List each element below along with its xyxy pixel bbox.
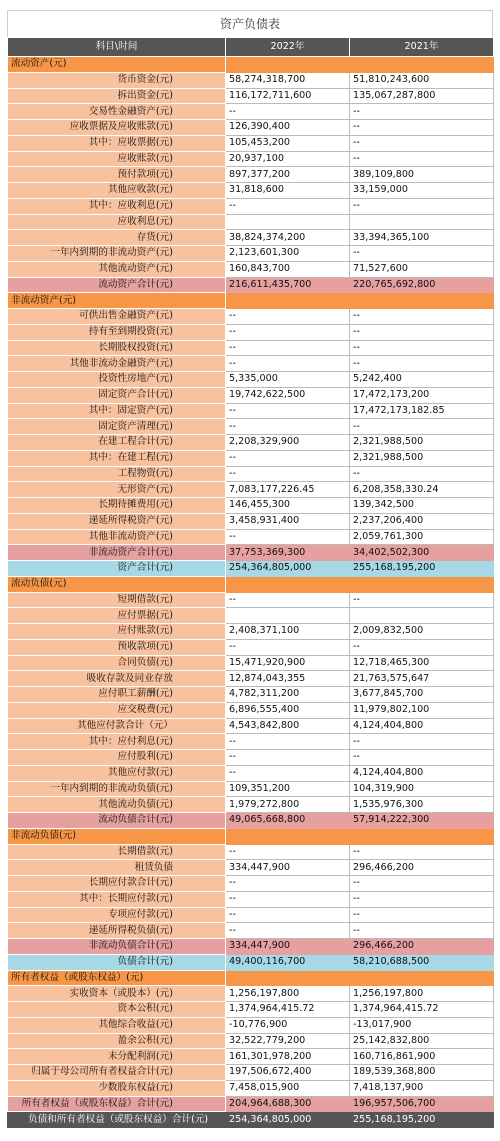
value-2021: --: [350, 419, 494, 435]
value-2021: 160,716,861,900: [350, 1049, 494, 1065]
value-2021: 139,342,500: [350, 498, 494, 514]
page-title: 资产负债表: [7, 10, 493, 37]
value-2022: 32,522,779,200: [226, 1033, 350, 1049]
row-label: 其他流动负债(元): [8, 797, 226, 813]
total-row: [8, 545, 494, 561]
table-row: [8, 513, 494, 529]
section-header-row: [8, 57, 494, 73]
table-row: [8, 655, 494, 671]
total-row: [8, 939, 494, 955]
value-2021: --: [350, 198, 494, 214]
value-2022: --: [226, 466, 350, 482]
value-2021: 71,527,600: [350, 261, 494, 277]
total-row: [8, 954, 494, 970]
row-label: 未分配利润(元): [8, 1049, 226, 1065]
row-label: 长期借款(元): [8, 844, 226, 860]
table-row: [8, 1002, 494, 1018]
row-label: 流动资产合计(元): [8, 277, 226, 293]
value-2021: --: [350, 734, 494, 750]
value-2022: 49,065,668,800: [226, 813, 350, 829]
value-2021: 21,763,575,647: [350, 671, 494, 687]
value-2021: 296,466,200: [350, 939, 494, 955]
value-2022: --: [226, 592, 350, 608]
value-2022: --: [226, 403, 350, 419]
value-2022: 3,458,931,400: [226, 513, 350, 529]
row-label: 非流动资产(元): [8, 293, 226, 309]
value-2022: 1,374,964,415.72: [226, 1002, 350, 1018]
row-label: 应付票据(元): [8, 608, 226, 624]
value-2022: --: [226, 923, 350, 939]
row-label: 其他流动资产(元): [8, 261, 226, 277]
table-row: [8, 1049, 494, 1065]
row-label: 货币资金(元): [8, 72, 226, 88]
total-row: [8, 277, 494, 293]
value-2022: 49,400,116,700: [226, 954, 350, 970]
value-2022: [226, 970, 350, 986]
value-2022: --: [226, 765, 350, 781]
value-2022: 5,335,000: [226, 372, 350, 388]
row-label: 少数股东权益(元): [8, 1080, 226, 1096]
row-label: 所有者权益（或股东权益）合计(元): [8, 1096, 226, 1112]
value-2021: 4,124,404,800: [350, 765, 494, 781]
row-label: 资产合计(元): [8, 561, 226, 577]
value-2021: 12,718,465,300: [350, 655, 494, 671]
table-row: [8, 104, 494, 120]
row-label: 无形资产(元): [8, 482, 226, 498]
row-label: 固定资产合计(元): [8, 387, 226, 403]
value-2021: 2,237,206,400: [350, 513, 494, 529]
row-label: 存货(元): [8, 230, 226, 246]
value-2022: [226, 293, 350, 309]
value-2022: 1,256,197,800: [226, 986, 350, 1002]
row-label: 应收账款(元): [8, 151, 226, 167]
table-row: [8, 671, 494, 687]
value-2022: 12,874,043,355: [226, 671, 350, 687]
value-2021: 25,142,832,800: [350, 1033, 494, 1049]
table-row: [8, 702, 494, 718]
value-2022: 20,937,100: [226, 151, 350, 167]
value-2022: 254,364,805,000: [226, 561, 350, 577]
value-2021: 104,319,900: [350, 781, 494, 797]
table-row: [8, 419, 494, 435]
header-row: [8, 38, 494, 57]
table-row: [8, 167, 494, 183]
value-2022: -10,776,900: [226, 1017, 350, 1033]
table-row: [8, 183, 494, 199]
row-label: 负债和所有者权益（或股东权益）合计(元): [8, 1112, 226, 1128]
value-2021: 2,321,988,500: [350, 450, 494, 466]
row-label: 递延所得税负债(元): [8, 923, 226, 939]
total-row: [8, 561, 494, 577]
value-2021: --: [350, 246, 494, 262]
section-header-row: [8, 970, 494, 986]
value-2022: [226, 608, 350, 624]
row-label: 应付股利(元): [8, 750, 226, 766]
row-label: 其中：在建工程(元): [8, 450, 226, 466]
row-label: 应付账款(元): [8, 624, 226, 640]
table-row: [8, 340, 494, 356]
table-row: [8, 797, 494, 813]
value-2022: --: [226, 750, 350, 766]
value-2021: [350, 970, 494, 986]
row-label: 其中：固定资产(元): [8, 403, 226, 419]
value-2021: 33,394,365,100: [350, 230, 494, 246]
table-row: [8, 309, 494, 325]
value-2021: --: [350, 309, 494, 325]
value-2021: 1,256,197,800: [350, 986, 494, 1002]
value-2022: --: [226, 419, 350, 435]
row-label: 非流动负债(元): [8, 828, 226, 844]
row-label: 预付款项(元): [8, 167, 226, 183]
table-row: [8, 387, 494, 403]
table-row: [8, 261, 494, 277]
value-2022: [226, 57, 350, 73]
row-label: 预收款项(元): [8, 639, 226, 655]
table-row: [8, 120, 494, 136]
value-2021: --: [350, 639, 494, 655]
table-row: [8, 718, 494, 734]
value-2022: [226, 576, 350, 592]
value-2021: 6,208,358,330.24: [350, 482, 494, 498]
row-label: 应交税费(元): [8, 702, 226, 718]
value-2022: 2,208,329,900: [226, 435, 350, 451]
value-2022: --: [226, 340, 350, 356]
row-label: 递延所得税资产(元): [8, 513, 226, 529]
row-label: 工程物资(元): [8, 466, 226, 482]
table-row: [8, 765, 494, 781]
value-2021: 2,009,832,500: [350, 624, 494, 640]
row-label: 资本公积(元): [8, 1002, 226, 1018]
value-2021: 3,677,845,700: [350, 687, 494, 703]
value-2022: 160,843,700: [226, 261, 350, 277]
value-2021: --: [350, 466, 494, 482]
value-2021: 255,168,195,200: [350, 561, 494, 577]
value-2022: --: [226, 324, 350, 340]
value-2021: 296,466,200: [350, 860, 494, 876]
table-row: [8, 1080, 494, 1096]
row-label: 实收资本（或股本）(元): [8, 986, 226, 1002]
table-row: [8, 135, 494, 151]
table-row: [8, 88, 494, 104]
table-row: [8, 1065, 494, 1081]
table-row: [8, 608, 494, 624]
table-row: [8, 876, 494, 892]
row-label: 其中：应收票据(元): [8, 135, 226, 151]
table-row: [8, 356, 494, 372]
value-2021: --: [350, 356, 494, 372]
row-label: 其他应付款合计（元）: [8, 718, 226, 734]
table-row: [8, 639, 494, 655]
value-2022: --: [226, 907, 350, 923]
value-2022: 897,377,200: [226, 167, 350, 183]
total-row: [8, 813, 494, 829]
value-2022: --: [226, 639, 350, 655]
value-2022: --: [226, 529, 350, 545]
table-row: [8, 403, 494, 419]
row-label: 专项应付款(元): [8, 907, 226, 923]
table-row: [8, 750, 494, 766]
value-2021: 17,472,173,200: [350, 387, 494, 403]
value-2021: 58,210,688,500: [350, 954, 494, 970]
row-label: 流动资产(元): [8, 57, 226, 73]
table-row: [8, 907, 494, 923]
table-row: [8, 592, 494, 608]
value-2022: [226, 828, 350, 844]
value-2021: [350, 293, 494, 309]
row-label: 一年内到期的非流动负债(元): [8, 781, 226, 797]
row-label: 其他非流动资产(元): [8, 529, 226, 545]
value-2022: 116,172,711,600: [226, 88, 350, 104]
row-label: 其中：应付利息(元): [8, 734, 226, 750]
value-2022: --: [226, 876, 350, 892]
value-2021: --: [350, 135, 494, 151]
table-row: [8, 891, 494, 907]
value-2021: 2,321,988,500: [350, 435, 494, 451]
total-row: [8, 1096, 494, 1112]
row-label: 归属于母公司所有者权益合计(元): [8, 1065, 226, 1081]
row-label: 应收利息(元): [8, 214, 226, 230]
table-row: [8, 246, 494, 262]
value-2021: [350, 576, 494, 592]
row-label: 负债合计(元): [8, 954, 226, 970]
value-2022: 4,543,842,800: [226, 718, 350, 734]
value-2022: 334,447,900: [226, 939, 350, 955]
table-row: [8, 151, 494, 167]
table-row: [8, 230, 494, 246]
table-row: [8, 435, 494, 451]
row-label: 流动负债合计(元): [8, 813, 226, 829]
value-2021: [350, 828, 494, 844]
table-row: [8, 1017, 494, 1033]
row-label: 非流动资产合计(元): [8, 545, 226, 561]
value-2021: --: [350, 891, 494, 907]
table-row: [8, 986, 494, 1002]
total-row: [8, 1112, 494, 1128]
row-label: 应收票据及应收账款(元): [8, 120, 226, 136]
value-2022: 7,458,015,900: [226, 1080, 350, 1096]
value-2021: --: [350, 104, 494, 120]
row-label: 其他非流动金融资产(元): [8, 356, 226, 372]
row-label: 其他综合收益(元): [8, 1017, 226, 1033]
row-label: 非流动负债合计(元): [8, 939, 226, 955]
row-label: 可供出售金融资产(元): [8, 309, 226, 325]
table-row: [8, 529, 494, 545]
value-2022: --: [226, 734, 350, 750]
value-2022: --: [226, 450, 350, 466]
value-2021: --: [350, 923, 494, 939]
balance-sheet-table: [7, 37, 494, 1128]
value-2022: 161,301,978,200: [226, 1049, 350, 1065]
value-2021: --: [350, 592, 494, 608]
row-label: 拆出资金(元): [8, 88, 226, 104]
value-2022: 7,083,177,226.45: [226, 482, 350, 498]
value-2021: -13,017,900: [350, 1017, 494, 1033]
row-label: 租赁负债: [8, 860, 226, 876]
value-2021: --: [350, 340, 494, 356]
value-2022: 109,351,200: [226, 781, 350, 797]
value-2021: 189,539,368,800: [350, 1065, 494, 1081]
table-row: [8, 923, 494, 939]
value-2022: 1,979,272,800: [226, 797, 350, 813]
table-row: [8, 450, 494, 466]
table-row: [8, 1033, 494, 1049]
table-body: [8, 57, 494, 1128]
row-label: 其他应收款(元): [8, 183, 226, 199]
row-label: 合同负债(元): [8, 655, 226, 671]
value-2022: [226, 214, 350, 230]
row-label: 投资性房地产(元): [8, 372, 226, 388]
header-item: 科目\时间: [8, 38, 226, 57]
row-label: 长期待摊费用(元): [8, 498, 226, 514]
value-2021: 33,159,000: [350, 183, 494, 199]
table-row: [8, 687, 494, 703]
row-label: 所有者权益（或股东权益）(元): [8, 970, 226, 986]
row-label: 应付职工薪酬(元): [8, 687, 226, 703]
value-2022: 31,818,600: [226, 183, 350, 199]
row-label: 交易性金融资产(元): [8, 104, 226, 120]
table-row: [8, 860, 494, 876]
value-2021: 255,168,195,200: [350, 1112, 494, 1128]
section-header-row: [8, 828, 494, 844]
value-2022: 105,453,200: [226, 135, 350, 151]
table-row: [8, 624, 494, 640]
value-2021: 4,124,404,800: [350, 718, 494, 734]
value-2022: --: [226, 356, 350, 372]
header-year-2022: 2022年: [226, 38, 350, 57]
value-2021: --: [350, 844, 494, 860]
row-label: 其中：长期应付款(元): [8, 891, 226, 907]
value-2021: 5,242,400: [350, 372, 494, 388]
table-row: [8, 72, 494, 88]
header-year-2021: 2021年: [350, 38, 494, 57]
row-label: 一年内到期的非流动资产(元): [8, 246, 226, 262]
value-2022: 216,611,435,700: [226, 277, 350, 293]
value-2021: 34,402,502,300: [350, 545, 494, 561]
value-2021: 196,957,506,700: [350, 1096, 494, 1112]
value-2021: 220,765,692,800: [350, 277, 494, 293]
row-label: 固定资产清理(元): [8, 419, 226, 435]
value-2022: 38,824,374,200: [226, 230, 350, 246]
value-2022: 4,782,311,200: [226, 687, 350, 703]
value-2021: 57,914,222,300: [350, 813, 494, 829]
table-row: [8, 498, 494, 514]
table-row: [8, 214, 494, 230]
value-2021: 389,109,800: [350, 167, 494, 183]
table-row: [8, 198, 494, 214]
section-header-row: [8, 576, 494, 592]
table-row: [8, 372, 494, 388]
value-2022: 146,455,300: [226, 498, 350, 514]
value-2022: --: [226, 891, 350, 907]
value-2021: --: [350, 907, 494, 923]
value-2021: 17,472,173,182.85: [350, 403, 494, 419]
row-label: 其他应付款(元): [8, 765, 226, 781]
row-label: 吸收存款及同业存放: [8, 671, 226, 687]
value-2022: 58,274,318,700: [226, 72, 350, 88]
value-2022: 204,964,688,300: [226, 1096, 350, 1112]
value-2022: --: [226, 309, 350, 325]
value-2022: 19,742,622,500: [226, 387, 350, 403]
table-row: [8, 324, 494, 340]
section-header-row: [8, 293, 494, 309]
value-2022: 334,447,900: [226, 860, 350, 876]
value-2021: [350, 57, 494, 73]
row-label: 流动负债(元): [8, 576, 226, 592]
value-2021: 7,418,137,900: [350, 1080, 494, 1096]
row-label: 持有至到期投资(元): [8, 324, 226, 340]
row-label: 短期借款(元): [8, 592, 226, 608]
balance-sheet: [7, 10, 493, 1128]
row-label: 长期股权投资(元): [8, 340, 226, 356]
value-2022: 15,471,920,900: [226, 655, 350, 671]
value-2022: 37,753,369,300: [226, 545, 350, 561]
value-2021: 1,535,976,300: [350, 797, 494, 813]
value-2022: 2,408,371,100: [226, 624, 350, 640]
table-row: [8, 482, 494, 498]
row-label: 长期应付款合计(元): [8, 876, 226, 892]
value-2022: 2,123,601,300: [226, 246, 350, 262]
value-2022: --: [226, 844, 350, 860]
row-label: 盈余公积(元): [8, 1033, 226, 1049]
value-2022: 6,896,555,400: [226, 702, 350, 718]
value-2022: 254,364,805,000: [226, 1112, 350, 1128]
value-2022: --: [226, 104, 350, 120]
table-row: [8, 781, 494, 797]
value-2021: --: [350, 120, 494, 136]
value-2021: 11,979,802,100: [350, 702, 494, 718]
value-2022: --: [226, 198, 350, 214]
value-2021: 1,374,964,415.72: [350, 1002, 494, 1018]
value-2021: --: [350, 324, 494, 340]
value-2022: 126,390,400: [226, 120, 350, 136]
value-2021: 2,059,761,300: [350, 529, 494, 545]
table-row: [8, 466, 494, 482]
row-label: 在建工程合计(元): [8, 435, 226, 451]
value-2021: --: [350, 876, 494, 892]
value-2022: 197,506,672,400: [226, 1065, 350, 1081]
value-2021: 51,810,243,600: [350, 72, 494, 88]
row-label: 其中：应收利息(元): [8, 198, 226, 214]
value-2021: --: [350, 151, 494, 167]
value-2021: 135,067,287,800: [350, 88, 494, 104]
table-row: [8, 844, 494, 860]
value-2021: [350, 214, 494, 230]
value-2021: [350, 608, 494, 624]
value-2021: --: [350, 750, 494, 766]
table-row: [8, 734, 494, 750]
